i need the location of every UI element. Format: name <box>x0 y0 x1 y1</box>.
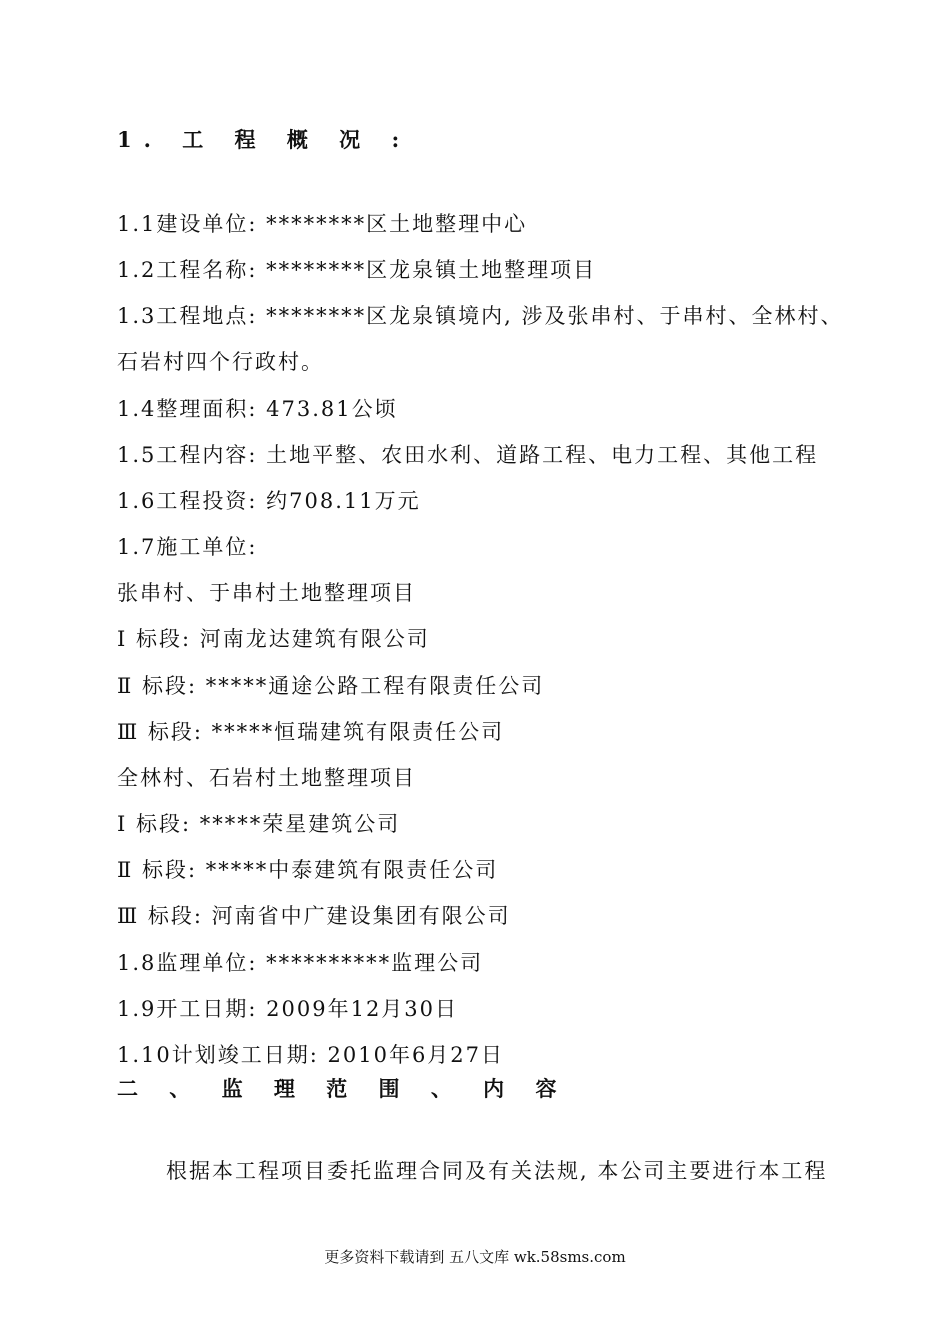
project-group-2: 全林村、石岩村土地整理项目 <box>117 766 416 790</box>
section-2-paragraph: 根据本工程项目委托监理合同及有关法规, 本公司主要进行本工程 <box>166 1159 828 1183</box>
item-1-3-cont: 石岩村四个行政村。 <box>117 350 324 374</box>
item-1-6: 1.6工程投资: 约708.11万元 <box>117 489 421 513</box>
group-2-lot-2: Ⅱ 标段: *****中泰建筑有限责任公司 <box>117 858 499 882</box>
item-1-7: 1.7施工单位: <box>117 535 258 559</box>
item-1-9: 1.9开工日期: 2009年12月30日 <box>117 997 459 1021</box>
item-1-4: 1.4整理面积: 473.81公顷 <box>117 397 398 421</box>
item-1-8: 1.8监理单位: **********监理公司 <box>117 951 484 975</box>
section-2-heading: 二 、 监 理 范 围 、 内 容 <box>117 1076 569 1101</box>
group-1-lot-2: Ⅱ 标段: *****通途公路工程有限责任公司 <box>117 674 545 698</box>
item-1-1: 1.1建设单位: ********区土地整理中心 <box>117 212 528 236</box>
section-1-heading: 1. 工 程 概 况 : <box>117 127 412 152</box>
item-1-10: 1.10计划竣工日期: 2010年6月27日 <box>117 1043 505 1067</box>
group-1-lot-3: Ⅲ 标段: *****恒瑞建筑有限责任公司 <box>117 720 505 744</box>
group-2-lot-3: Ⅲ 标段: 河南省中广建设集团有限公司 <box>117 904 511 928</box>
project-group-1: 张串村、于串村土地整理项目 <box>117 581 416 605</box>
item-1-5: 1.5工程内容: 土地平整、农田水利、道路工程、电力工程、其他工程 <box>117 443 819 467</box>
group-1-lot-1: Ⅰ 标段: 河南龙达建筑有限公司 <box>117 627 430 651</box>
item-1-3: 1.3工程地点: ********区龙泉镇境内, 涉及张串村、于串村、全林村、 <box>117 304 844 328</box>
item-1-2: 1.2工程名称: ********区龙泉镇土地整理项目 <box>117 258 597 282</box>
footer-note: 更多资料下载请到 五八文库 wk.58sms.com <box>324 1248 626 1266</box>
group-2-lot-1: Ⅰ 标段: *****荣星建筑公司 <box>117 812 401 836</box>
